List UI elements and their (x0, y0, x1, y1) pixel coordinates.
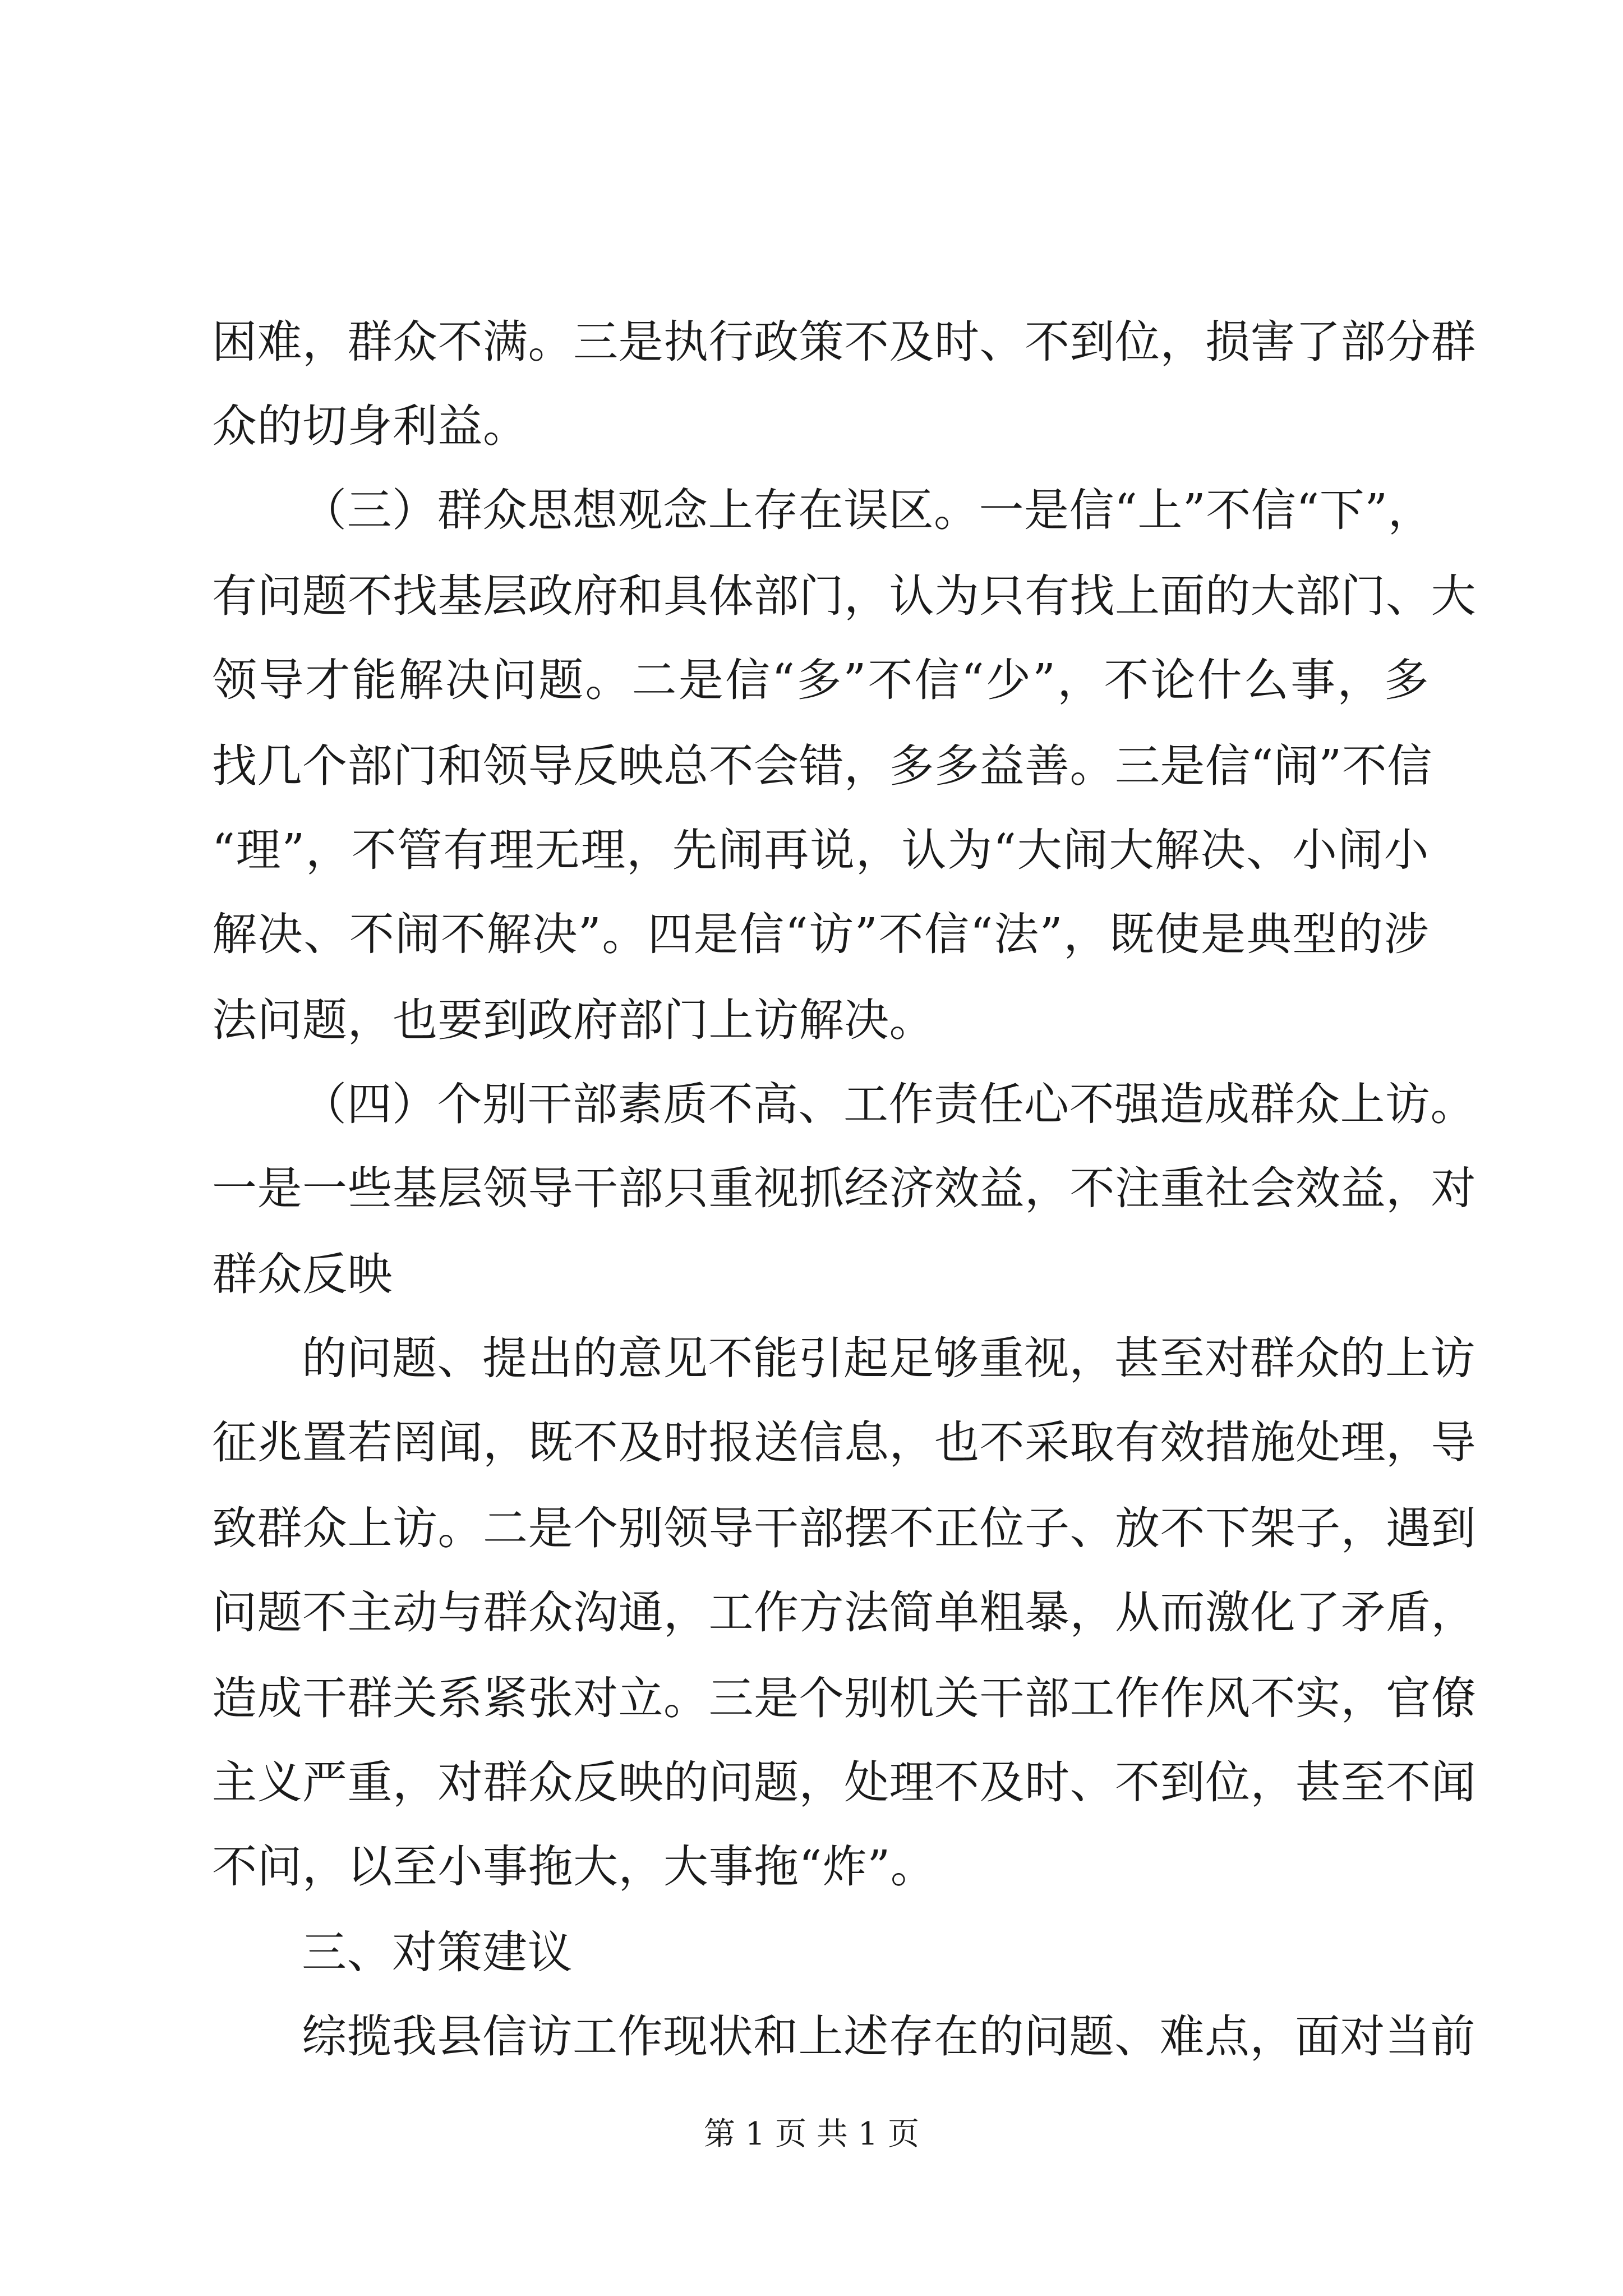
text-line: 致群众上访。二是个别领导干部摆不正位子、放不下架子，遇到 (212, 1502, 1476, 1554)
text-line: 困难，群众不满。三是执行政策不及时、不到位，损害了部分群 (212, 316, 1476, 368)
paragraph-heading-3: （三）群众思想观念上存在误区。一是信“上”不信“下”， (302, 484, 1433, 536)
text-line: 法问题，也要到政府部门上访解决。 (212, 994, 934, 1046)
text-line: 一是一些基层领导干部只重视抓经济效益，不注重社会效益，对 (212, 1162, 1476, 1214)
text-line: 众的切身利益。 (212, 400, 528, 452)
text-line: 综揽我县信访工作现状和上述存在的问题、难点，面对当前 (302, 2010, 1476, 2063)
text-line: 主义严重，对群众反映的问题，处理不及时、不到位，甚至不闻 (212, 1756, 1476, 1809)
section-heading-3: 三、对策建议 (302, 1926, 573, 1978)
text-line: 的问题、提出的意见不能引起足够重视，甚至对群众的上访 (302, 1332, 1476, 1384)
page-footer: 第 1 页 共 1 页 (703, 2116, 920, 2152)
text-line: 找几个部门和领导反映总不会错，多多益善。三是信“闹”不信 (212, 740, 1432, 792)
text-line: “理”，不管有理无理，先闹再说，认为“大闹大解决、小闹小 (212, 824, 1429, 876)
text-line: 造成干群关系紧张对立。三是个别机关干部工作作风不实，官僚 (212, 1672, 1476, 1724)
text-line: 不问，以至小事拖大，大事拖“炸”。 (212, 1841, 936, 1893)
text-line: 领导才能解决问题。二是信“多”不信“少”，不论什么事，多 (212, 654, 1429, 706)
text-line: 征兆置若罔闻，既不及时报送信息，也不采取有效措施处理，导 (212, 1416, 1476, 1469)
text-line: 有问题不找基层政府和具体部门，认为只有找上面的大部门、大 (212, 570, 1476, 622)
text-line: 群众反映 (212, 1248, 393, 1300)
text-line: 问题不主动与群众沟通，工作方法简单粗暴，从而激化了矛盾， (212, 1586, 1476, 1639)
text-line: 解决、不闹不解决”。四是信“访”不信“法”，既使是典型的涉 (212, 908, 1429, 960)
paragraph-heading-4: （四）个别干部素质不高、工作责任心不强造成群众上访。 (302, 1078, 1476, 1130)
